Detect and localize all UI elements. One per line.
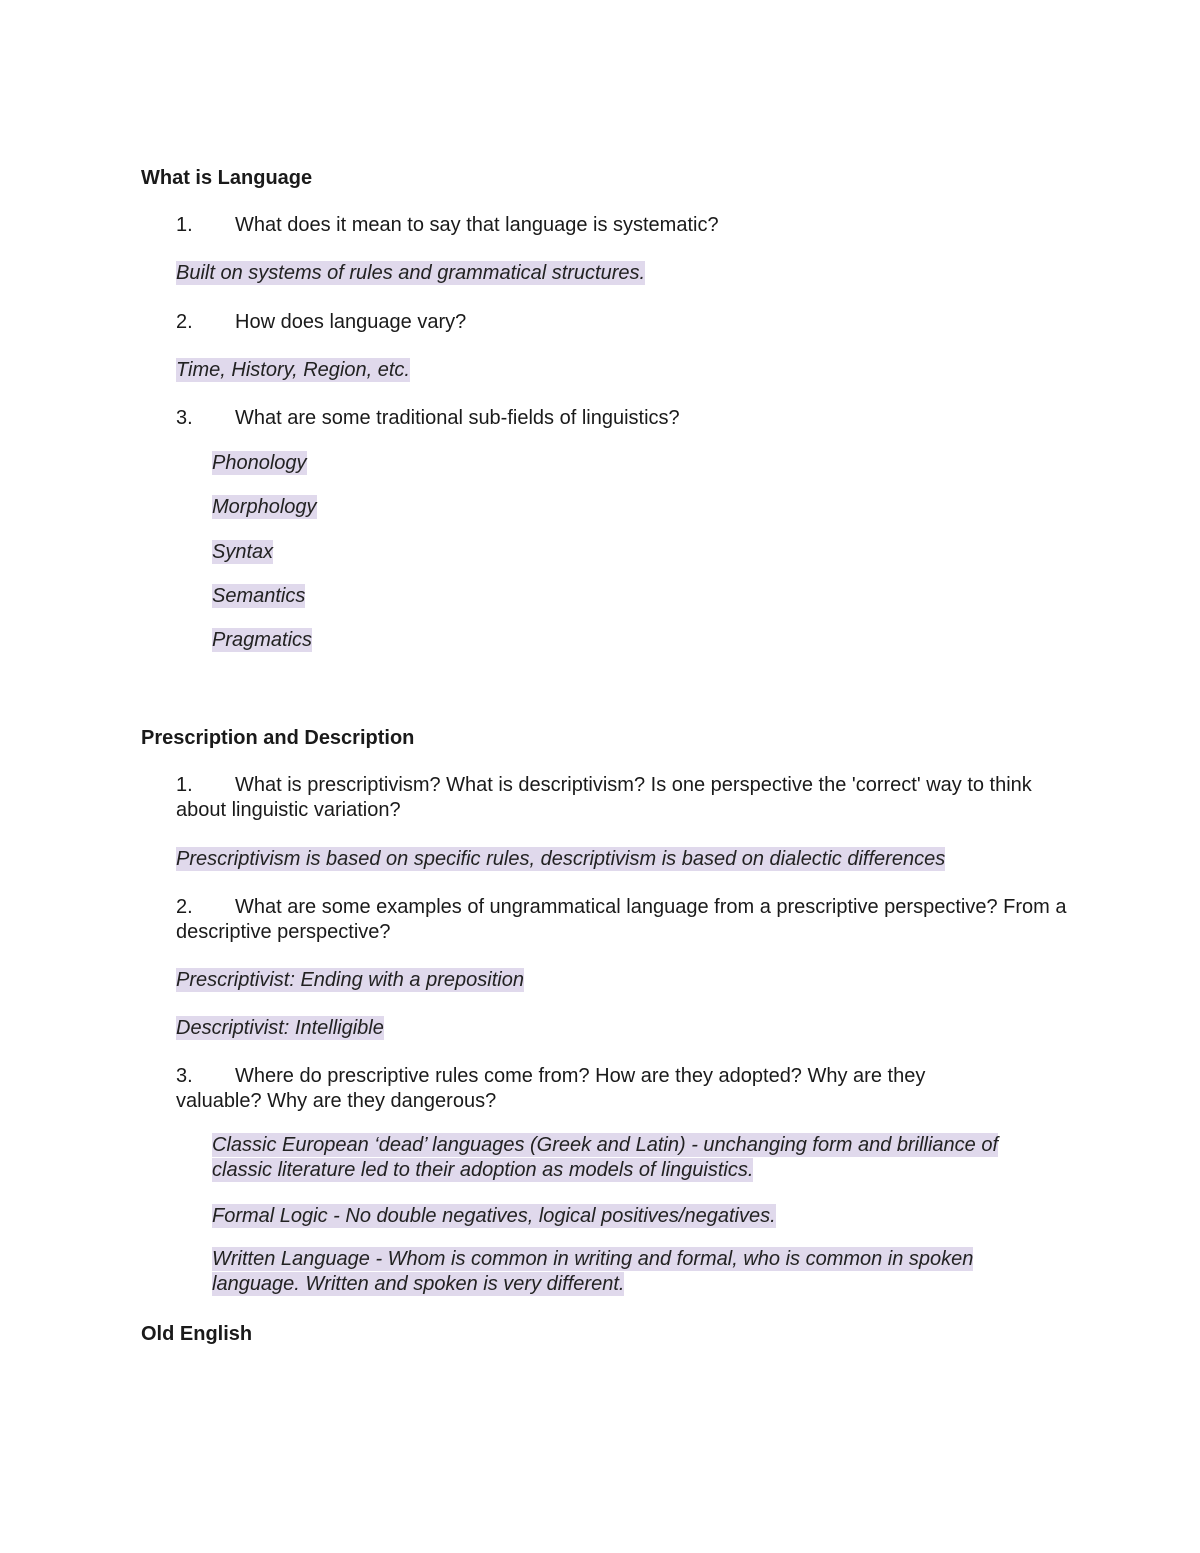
question [176,310,1076,335]
answer-text: Written Language - Whom is common in writing and formal, who is common in spoken language. Written and spoken is very different. [212,1248,974,1295]
answer [176,1016,384,1041]
question-number: 1. [176,774,193,796]
question-number: 2. [176,896,193,918]
answer-text: Built on systems of rules and grammatical structures. [176,262,646,284]
answer-text: Prescriptivism is based on specific rules, descriptivism is based on dialectic differences [176,848,946,870]
question [176,895,1071,945]
answer-subfield [212,540,273,565]
answer-subfield [212,495,317,520]
answer-subfield [212,451,307,476]
answer-text: Classic European ‘dead’ languages (Greek and Latin) - unchanging form and brilliance of classic literature led to their adoption as models of linguistics. [212,1134,999,1181]
question-text: What are some examples of ungrammatical language from a prescriptive perspective? From a descriptive perspective? [176,896,1067,943]
section-heading: Prescription and Description [141,727,415,749]
answer [176,358,410,383]
answer-reason [212,1247,1047,1297]
answer [176,968,524,993]
question-text: What does it mean to say that language is systematic? [235,214,719,236]
answer [176,847,945,872]
answer-reason [212,1133,1047,1183]
question-number: 2. [176,311,193,333]
answer-text: Syntax [212,541,274,563]
section-heading: What is Language [141,167,313,189]
answer-subfield [212,584,305,609]
question-text: Where do prescriptive rules come from? How are they adopted? Why are they valuable? Why are they dangerous? [176,1065,926,1112]
answer-reason [212,1204,776,1229]
question-text: How does language vary? [235,311,467,333]
question [176,1064,996,1114]
question-number: 3. [176,407,193,429]
section-heading: Old English [141,1323,253,1345]
question-text: What is prescriptivism? What is descriptivism? Is one perspective the 'correct' way to think about linguistic variation? [176,774,1032,821]
question-number: 3. [176,1065,193,1087]
answer-text: Morphology [212,496,317,518]
question-number: 1. [176,214,193,236]
answer-text: Phonology [212,452,307,474]
answer-text: Descriptivist: Intelligible [176,1017,384,1039]
answer-text: Pragmatics [212,629,313,651]
answer-text: Formal Logic - No double negatives, logical positives/negatives. [212,1205,776,1227]
answer-text: Time, History, Region, etc. [176,359,410,381]
question [176,406,1076,431]
answer-text: Semantics [212,585,306,607]
question [176,213,1076,238]
answer-subfield [212,628,312,653]
answer [176,261,645,286]
question [176,773,1056,823]
question-text: What are some traditional sub-fields of linguistics? [235,407,680,429]
answer-text: Prescriptivist: Ending with a preposition [176,969,524,991]
